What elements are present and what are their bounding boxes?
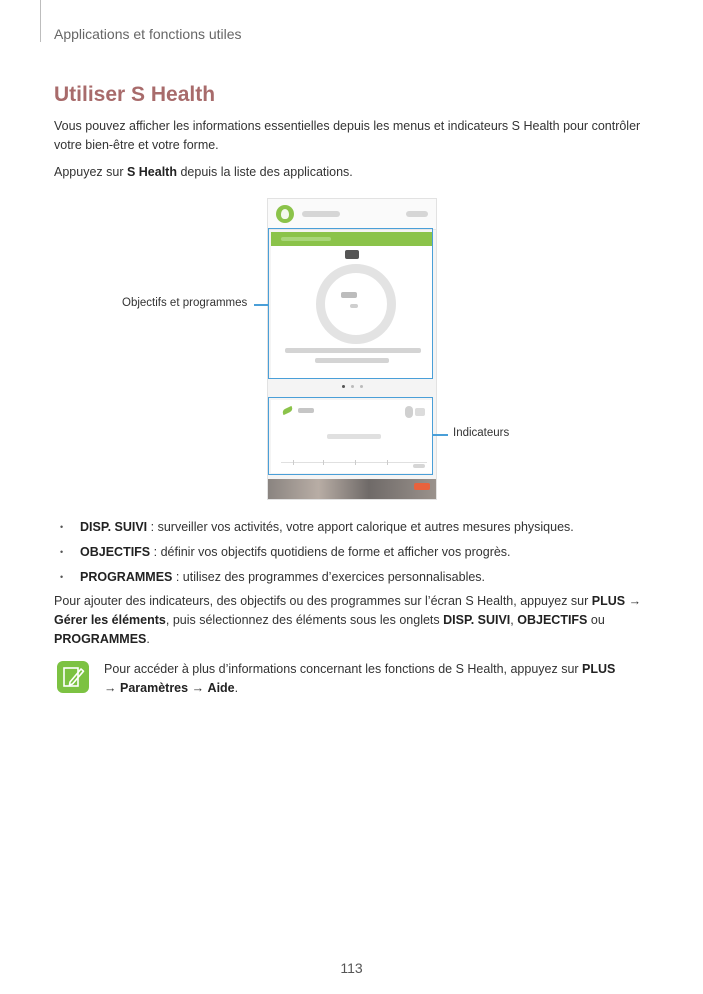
callout-label-goals: Objectifs et programmes	[122, 297, 248, 309]
feature-list	[58, 518, 658, 593]
list-item	[58, 518, 658, 537]
text-run: Pour ajouter des indicateurs, des objectifs ou des programmes sur l’écran S Health, appuyez sur	[54, 594, 592, 608]
instruction-paragraph	[54, 163, 650, 182]
callout-leader-trackers	[433, 434, 448, 436]
list-item-term: PROGRAMMES	[80, 570, 173, 584]
note-pencil-icon	[57, 661, 89, 693]
intro-paragraph: Vous pouvez afficher les informations essentielles depuis les menus et indicateurs S Health pour contrôler votre bien-être et votre forme.	[54, 119, 641, 152]
ui-term-disp-suivi: DISP. SUIVI	[443, 613, 511, 627]
list-item-term: DISP. SUIVI	[80, 520, 148, 534]
callout-leader-goals	[254, 304, 268, 306]
page-dot	[351, 385, 354, 388]
note-text	[104, 660, 654, 698]
ui-term-settings: Paramètres	[119, 681, 189, 695]
running-header: Applications et fonctions utiles	[54, 26, 242, 42]
arrow-text: →	[104, 681, 120, 695]
ui-term-manage-items: Gérer les éléments	[54, 613, 166, 627]
ui-term-objectifs: OBJECTIFS	[517, 613, 588, 627]
page-dot-active	[342, 385, 345, 388]
screenshot-top-bar	[268, 199, 436, 230]
list-item	[58, 568, 658, 587]
ui-term-programmes: PROGRAMMES	[54, 632, 147, 646]
list-item-text: : définir vos objectifs quotidiens de forme et afficher vos progrès.	[150, 545, 511, 559]
callout-box-trackers	[268, 397, 433, 475]
ui-term-plus: PLUS	[582, 662, 616, 676]
photo-banner	[268, 479, 436, 499]
section-title: Utiliser S Health	[54, 83, 216, 106]
text-run: ou	[587, 613, 605, 627]
screenshot-title-placeholder	[302, 211, 340, 217]
arrow-text: →	[625, 594, 642, 608]
page-number: 113	[340, 960, 363, 976]
ui-term-plus: PLUS	[591, 594, 626, 608]
arrow-text: →	[188, 681, 208, 695]
instruction-suffix: depuis la liste des applications.	[176, 165, 353, 179]
text-run: Pour accéder à plus d’informations concernant les fonctions de S Health, appuyez sur	[104, 662, 583, 676]
banner-badge	[414, 483, 430, 490]
list-item-text: : utilisez des programmes d’exercices personnalisables.	[172, 570, 486, 584]
ui-term-help: Aide	[207, 681, 235, 695]
app-name: S Health	[126, 165, 177, 179]
list-item	[58, 543, 658, 562]
profile-avatar-icon	[276, 205, 294, 223]
text-run: , puis sélectionnez des éléments sous les onglets	[165, 613, 444, 627]
text-run: .	[234, 681, 239, 695]
list-item-text: : surveiller vos activités, votre apport calorique et autres mesures physiques.	[147, 520, 574, 534]
text-run: .	[146, 632, 150, 646]
screenshot-menu-placeholder	[406, 211, 428, 217]
add-items-paragraph	[54, 592, 650, 649]
callout-label-trackers: Indicateurs	[453, 427, 510, 439]
callout-box-goals	[268, 228, 433, 379]
page-dot	[360, 385, 363, 388]
instruction-prefix: Appuyez sur	[54, 165, 127, 179]
text-run: ,	[510, 613, 518, 627]
header-rule	[40, 0, 41, 42]
list-item-term: OBJECTIFS	[80, 545, 151, 559]
page-indicator	[342, 385, 366, 389]
